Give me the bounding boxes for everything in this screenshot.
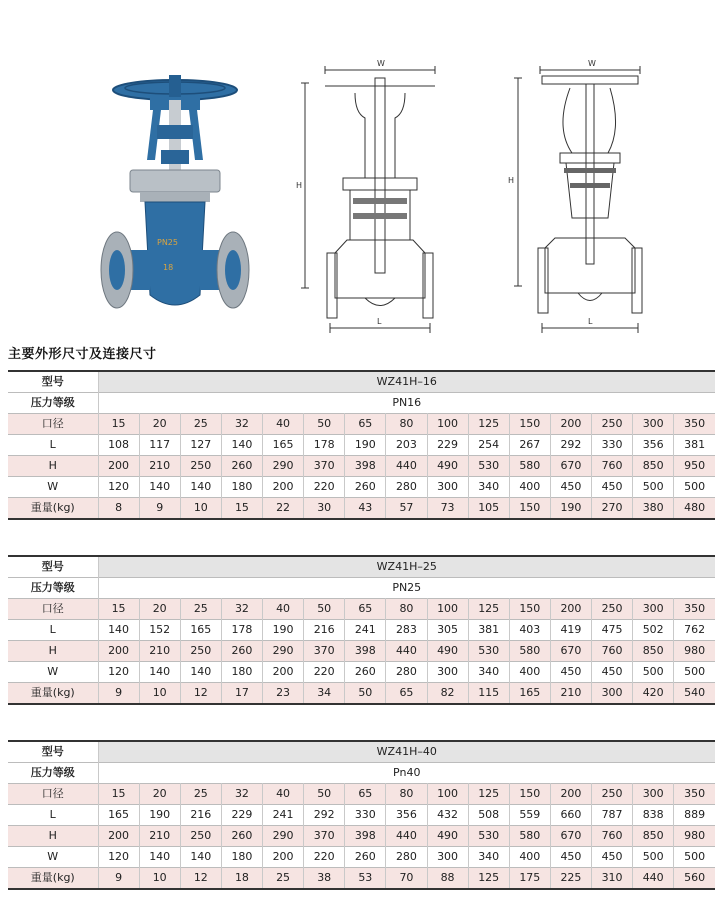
table-cell: 450: [550, 477, 591, 498]
table-cell: 250: [180, 641, 221, 662]
table-cell: 838: [633, 805, 674, 826]
table-cell: 670: [550, 641, 591, 662]
dn-row: [8, 784, 715, 805]
dn-label: 口径: [8, 414, 98, 435]
table-cell: 300: [633, 599, 674, 620]
table-cell: 300: [427, 477, 468, 498]
table-cell: 210: [139, 456, 180, 477]
table-cell: 440: [633, 868, 674, 890]
table-cell: 40: [263, 784, 304, 805]
table-cell: 216: [180, 805, 221, 826]
table-cell: 260: [345, 662, 386, 683]
table-cell: 40: [263, 599, 304, 620]
table-cell: 787: [592, 805, 633, 826]
table-cell: 165: [98, 805, 139, 826]
table-cell: 283: [386, 620, 427, 641]
table-cell: 140: [180, 847, 221, 868]
table-cell: 220: [304, 847, 345, 868]
table-cell: 65: [386, 683, 427, 705]
table-cell: 450: [550, 847, 591, 868]
table-cell: 140: [180, 477, 221, 498]
table-cell: 300: [427, 662, 468, 683]
table-cell: 9: [98, 868, 139, 890]
table-cell: 140: [180, 662, 221, 683]
h-row: [8, 826, 715, 847]
model-row: [8, 371, 715, 393]
table-cell: 200: [98, 456, 139, 477]
table-cell: 508: [468, 805, 509, 826]
pressure-value: Pn40: [98, 763, 715, 784]
table-cell: 125: [468, 868, 509, 890]
table-cell: 115: [468, 683, 509, 705]
table-cell: 210: [139, 826, 180, 847]
table-cell: 340: [468, 847, 509, 868]
table-cell: 12: [180, 683, 221, 705]
table-cell: 200: [263, 847, 304, 868]
table-cell: 15: [98, 599, 139, 620]
valve-drawing-2: [500, 58, 675, 336]
table-cell: 270: [592, 498, 633, 520]
l-row: [8, 435, 715, 456]
table-cell: 165: [263, 435, 304, 456]
dn-row: [8, 414, 715, 435]
spec-table: [8, 370, 715, 520]
table-cell: 17: [221, 683, 262, 705]
table-cell: 500: [674, 847, 715, 868]
table-cell: 450: [550, 662, 591, 683]
table-cell: 12: [180, 868, 221, 890]
pressure-row: [8, 393, 715, 414]
model-value: WZ41H–40: [98, 741, 715, 763]
table-cell: 290: [263, 641, 304, 662]
w-label: W: [47, 850, 59, 863]
table-cell: 200: [550, 784, 591, 805]
table-cell: 530: [468, 641, 509, 662]
table-cell: 38: [304, 868, 345, 890]
table-cell: 20: [139, 414, 180, 435]
table-cell: 32: [221, 599, 262, 620]
table-cell: 200: [550, 599, 591, 620]
table-cell: 220: [304, 477, 345, 498]
spec-table: [8, 740, 715, 890]
table-cell: 15: [221, 498, 262, 520]
table-cell: 250: [592, 784, 633, 805]
table-cell: 540: [674, 683, 715, 705]
table-cell: 203: [386, 435, 427, 456]
table-cell: 65: [345, 784, 386, 805]
table-cell: 502: [633, 620, 674, 641]
table-cell: 300: [427, 847, 468, 868]
table-cell: 260: [345, 847, 386, 868]
weight-label: 重量(kg): [8, 683, 98, 705]
table-cell: 80: [386, 599, 427, 620]
table-cell: 25: [180, 414, 221, 435]
table-cell: 178: [221, 620, 262, 641]
table-cell: 241: [263, 805, 304, 826]
table-cell: 260: [221, 641, 262, 662]
table-cell: 120: [98, 477, 139, 498]
table-cell: 190: [139, 805, 180, 826]
drawing2-h-label: H: [508, 176, 515, 185]
table-cell: 80: [386, 414, 427, 435]
model-row: [8, 556, 715, 578]
table-cell: 180: [221, 477, 262, 498]
table-cell: 267: [509, 435, 550, 456]
table-cell: 580: [509, 456, 550, 477]
table-cell: 200: [98, 641, 139, 662]
dn-row: [8, 599, 715, 620]
table-cell: 670: [550, 456, 591, 477]
table-cell: 100: [427, 784, 468, 805]
table-cell: 480: [674, 498, 715, 520]
table-cell: 250: [180, 826, 221, 847]
table-cell: 32: [221, 414, 262, 435]
weight-label: 重量(kg): [8, 868, 98, 890]
table-cell: 850: [633, 641, 674, 662]
pressure-label: 压力等级: [30, 581, 75, 594]
table-cell: 140: [98, 620, 139, 641]
table-cell: 370: [304, 641, 345, 662]
table-cell: 15: [98, 414, 139, 435]
weight-label: 重量(kg): [8, 498, 98, 520]
l-row: [8, 805, 715, 826]
model-label: 型号: [41, 745, 64, 758]
table-cell: 980: [674, 641, 715, 662]
table-cell: 229: [221, 805, 262, 826]
drawing1-w-label: W: [377, 59, 385, 68]
w-row: [8, 662, 715, 683]
table-cell: 152: [139, 620, 180, 641]
pressure-row: [8, 578, 715, 599]
table-cell: 10: [180, 498, 221, 520]
pressure-row: [8, 763, 715, 784]
table-cell: 450: [592, 477, 633, 498]
dn-label: 口径: [8, 599, 98, 620]
table-cell: 559: [509, 805, 550, 826]
table-cell: 25: [180, 599, 221, 620]
table-cell: 500: [633, 477, 674, 498]
table-cell: 370: [304, 456, 345, 477]
table-cell: 305: [427, 620, 468, 641]
table-cell: 440: [386, 456, 427, 477]
table-cell: 398: [345, 456, 386, 477]
table-cell: 440: [386, 641, 427, 662]
table-cell: 10: [139, 683, 180, 705]
valve-drawing-1: [295, 58, 470, 336]
table-cell: 125: [468, 784, 509, 805]
table-cell: 150: [509, 784, 550, 805]
table-cell: 300: [633, 784, 674, 805]
table-cell: 403: [509, 620, 550, 641]
table-cell: 260: [221, 456, 262, 477]
table-cell: 530: [468, 456, 509, 477]
weight-row: [8, 868, 715, 890]
table-cell: 370: [304, 826, 345, 847]
table-cell: 280: [386, 662, 427, 683]
table-cell: 260: [221, 826, 262, 847]
table-cell: 350: [674, 784, 715, 805]
w-label: W: [47, 480, 59, 493]
table-cell: 180: [221, 847, 262, 868]
table-cell: 300: [592, 683, 633, 705]
spec-table: [8, 555, 715, 705]
table-cell: 760: [592, 456, 633, 477]
table-cell: 82: [427, 683, 468, 705]
weight-row: [8, 683, 715, 705]
table-cell: 120: [98, 662, 139, 683]
table-cell: 108: [98, 435, 139, 456]
table-cell: 660: [550, 805, 591, 826]
table-cell: 9: [139, 498, 180, 520]
table-cell: 190: [345, 435, 386, 456]
table-cell: 530: [468, 826, 509, 847]
drawing1-l-label: L: [377, 317, 382, 326]
table-cell: 165: [509, 683, 550, 705]
table-cell: 420: [633, 683, 674, 705]
table-cell: 580: [509, 641, 550, 662]
model-value: WZ41H–16: [98, 371, 715, 393]
w-row: [8, 847, 715, 868]
model-label: 型号: [41, 560, 64, 573]
section-title: 主要外形尺寸及连接尺寸: [8, 347, 157, 362]
h-label: H: [8, 456, 98, 477]
table-cell: 32: [221, 784, 262, 805]
pressure-value: PN25: [98, 578, 715, 599]
table-cell: 980: [674, 826, 715, 847]
table-cell: 190: [550, 498, 591, 520]
table-cell: 250: [180, 456, 221, 477]
table-cell: 400: [509, 662, 550, 683]
table-cell: 140: [221, 435, 262, 456]
table-cell: 250: [592, 599, 633, 620]
table-cell: 380: [633, 498, 674, 520]
table-cell: 220: [304, 662, 345, 683]
table-cell: 850: [633, 456, 674, 477]
w-row: [8, 477, 715, 498]
table-cell: 70: [386, 868, 427, 890]
drawing1-h-label: H: [296, 181, 303, 190]
table-cell: 241: [345, 620, 386, 641]
table-cell: 150: [509, 414, 550, 435]
table-cell: 20: [139, 784, 180, 805]
table-cell: 450: [592, 662, 633, 683]
table-cell: 105: [468, 498, 509, 520]
table-cell: 310: [592, 868, 633, 890]
table-cell: 762: [674, 620, 715, 641]
table-cell: 381: [674, 435, 715, 456]
table-cell: 9: [98, 683, 139, 705]
h-row: [8, 641, 715, 662]
table-cell: 216: [304, 620, 345, 641]
table-cell: 450: [592, 847, 633, 868]
table-cell: 440: [386, 826, 427, 847]
table-cell: 398: [345, 826, 386, 847]
table-cell: 178: [304, 435, 345, 456]
table-cell: 330: [592, 435, 633, 456]
table-cell: 50: [304, 599, 345, 620]
table-cell: 356: [633, 435, 674, 456]
table-cell: 760: [592, 641, 633, 662]
table-cell: 350: [674, 599, 715, 620]
table-cell: 500: [633, 847, 674, 868]
table-cell: 300: [633, 414, 674, 435]
drawing2-l-label: L: [588, 317, 593, 326]
table-cell: 140: [139, 477, 180, 498]
l-label: L: [49, 438, 56, 451]
table-cell: 340: [468, 662, 509, 683]
l-row: [8, 620, 715, 641]
pressure-label: 压力等级: [30, 766, 75, 779]
table-cell: 560: [674, 868, 715, 890]
drawing2-w-label: W: [588, 59, 596, 68]
table-cell: 25: [180, 784, 221, 805]
h-label: H: [8, 641, 98, 662]
table-cell: 200: [263, 662, 304, 683]
table-cell: 500: [674, 662, 715, 683]
table-cell: 100: [427, 414, 468, 435]
table-cell: 140: [139, 662, 180, 683]
table-cell: 200: [263, 477, 304, 498]
svg-text:18: 18: [163, 263, 174, 272]
table-cell: 50: [304, 414, 345, 435]
table-cell: 150: [509, 599, 550, 620]
table-cell: 50: [345, 683, 386, 705]
table-cell: 80: [386, 784, 427, 805]
table-cell: 43: [345, 498, 386, 520]
table-cell: 490: [427, 826, 468, 847]
table-cell: 330: [345, 805, 386, 826]
table-cell: 350: [674, 414, 715, 435]
table-cell: 670: [550, 826, 591, 847]
table-cell: 150: [509, 498, 550, 520]
table-cell: 381: [468, 620, 509, 641]
table-cell: 120: [98, 847, 139, 868]
model-label: 型号: [41, 375, 64, 388]
table-cell: 22: [263, 498, 304, 520]
table-cell: 50: [304, 784, 345, 805]
table-cell: 356: [386, 805, 427, 826]
table-cell: 117: [139, 435, 180, 456]
table-cell: 73: [427, 498, 468, 520]
table-cell: 500: [674, 477, 715, 498]
table-cell: 290: [263, 456, 304, 477]
table-cell: 175: [509, 868, 550, 890]
l-label: L: [49, 623, 56, 636]
table-cell: 180: [221, 662, 262, 683]
table-cell: 40: [263, 414, 304, 435]
table-cell: 125: [468, 599, 509, 620]
table-cell: 580: [509, 826, 550, 847]
table-cell: 23: [263, 683, 304, 705]
table-cell: 292: [550, 435, 591, 456]
table-cell: 280: [386, 477, 427, 498]
table-cell: 18: [221, 868, 262, 890]
dn-label: 口径: [8, 784, 98, 805]
table-cell: 290: [263, 826, 304, 847]
table-cell: 500: [633, 662, 674, 683]
table-cell: 340: [468, 477, 509, 498]
table-cell: 100: [427, 599, 468, 620]
table-cell: 889: [674, 805, 715, 826]
table-cell: 400: [509, 847, 550, 868]
table-cell: 250: [592, 414, 633, 435]
table-cell: 34: [304, 683, 345, 705]
table-cell: 419: [550, 620, 591, 641]
table-cell: 15: [98, 784, 139, 805]
table-cell: 950: [674, 456, 715, 477]
w-label: W: [47, 665, 59, 678]
table-cell: 229: [427, 435, 468, 456]
table-cell: 125: [468, 414, 509, 435]
table-cell: 53: [345, 868, 386, 890]
table-cell: 254: [468, 435, 509, 456]
table-cell: 190: [263, 620, 304, 641]
table-cell: 165: [180, 620, 221, 641]
table-cell: 398: [345, 641, 386, 662]
table-cell: 260: [345, 477, 386, 498]
l-label: L: [49, 808, 56, 821]
table-cell: 140: [139, 847, 180, 868]
pressure-value: PN16: [98, 393, 715, 414]
table-cell: 25: [263, 868, 304, 890]
table-cell: 475: [592, 620, 633, 641]
table-cell: 30: [304, 498, 345, 520]
table-cell: 200: [550, 414, 591, 435]
table-cell: 10: [139, 868, 180, 890]
table-cell: 432: [427, 805, 468, 826]
h-label: H: [8, 826, 98, 847]
table-cell: 225: [550, 868, 591, 890]
table-cell: 760: [592, 826, 633, 847]
table-cell: 292: [304, 805, 345, 826]
table-cell: 490: [427, 641, 468, 662]
table-cell: 88: [427, 868, 468, 890]
table-cell: 210: [550, 683, 591, 705]
weight-row: [8, 498, 715, 520]
table-cell: 490: [427, 456, 468, 477]
table-cell: 65: [345, 599, 386, 620]
table-cell: 400: [509, 477, 550, 498]
model-row: [8, 741, 715, 763]
pressure-label: 压力等级: [30, 396, 75, 409]
table-cell: 200: [98, 826, 139, 847]
table-cell: 280: [386, 847, 427, 868]
model-value: WZ41H–25: [98, 556, 715, 578]
table-cell: 210: [139, 641, 180, 662]
product-figures: [0, 0, 720, 335]
table-cell: 850: [633, 826, 674, 847]
h-row: [8, 456, 715, 477]
table-cell: 65: [345, 414, 386, 435]
table-cell: 127: [180, 435, 221, 456]
table-cell: 8: [98, 498, 139, 520]
table-cell: 57: [386, 498, 427, 520]
table-cell: 20: [139, 599, 180, 620]
svg-text:PN25: PN25: [157, 238, 178, 247]
valve-photo: [95, 70, 250, 330]
